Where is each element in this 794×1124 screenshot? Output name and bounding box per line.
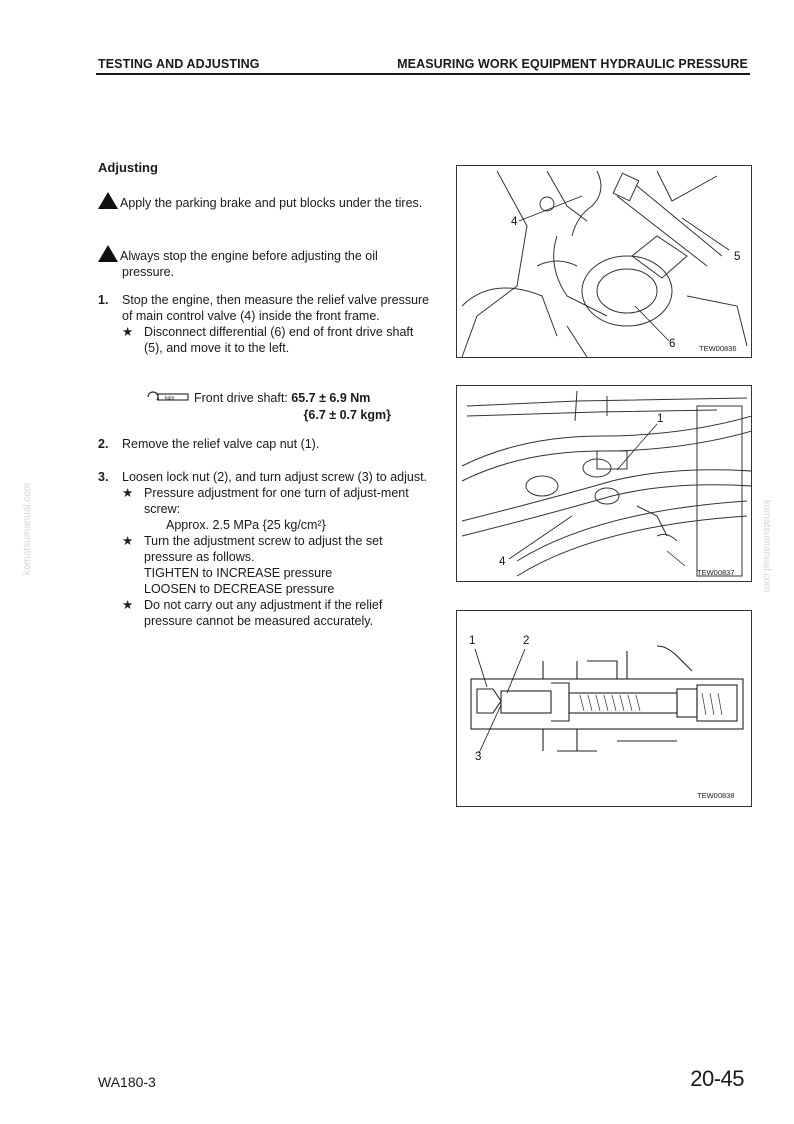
section-heading: Adjusting bbox=[98, 160, 158, 175]
callout-2: 2 bbox=[523, 635, 530, 647]
star-icon: ★ bbox=[122, 325, 134, 339]
warning-parking-brake: !Apply the parking brake and put blocks under the tires. bbox=[98, 192, 430, 211]
callout-6: 6 bbox=[669, 338, 676, 350]
step-number: 2. bbox=[98, 437, 109, 451]
svg-text:kgm: kgm bbox=[165, 395, 175, 402]
step-note: ★ Do not carry out any adjustment if the relief pressure cannot be measured accurately. bbox=[122, 598, 383, 628]
step-1 bbox=[98, 292, 430, 356]
warning-icon bbox=[98, 192, 118, 209]
figure-relief-valve-section bbox=[456, 610, 752, 807]
step-note: ★ Disconnect differential (6) end of front drive shaft (5), and move it to the left. bbox=[122, 325, 414, 355]
callout-4: 4 bbox=[499, 556, 506, 568]
callout-1: 1 bbox=[469, 635, 476, 647]
step-note: ★ Turn the adjustment screw to adjust the set pressure as follows. TIGHTEN to INCREASE pressure LOOSEN to DECREASE pressure bbox=[122, 534, 383, 596]
step-3 bbox=[98, 469, 430, 629]
warning-stop-engine: !Always stop the engine before adjusting the oil pressure. bbox=[98, 245, 430, 280]
callout-3: 3 bbox=[475, 751, 482, 763]
wrench-icon bbox=[146, 391, 190, 407]
step-note: ★ Pressure adjustment for one turn of adjust-ment screw: Approx. 2.5 MPa {25 kg/cm²} bbox=[122, 486, 409, 532]
step-text: Stop the engine, then measure the relief valve pressure of main control valve (4) inside the front frame. bbox=[122, 293, 430, 323]
header-section-title: TESTING AND ADJUSTING bbox=[98, 57, 260, 71]
figure-drawing bbox=[457, 166, 751, 357]
footer-model: WA180-3 bbox=[98, 1074, 156, 1090]
figure-drive-shaft bbox=[456, 165, 752, 358]
figure-code: TEW00837 bbox=[697, 568, 735, 577]
callout-5: 5 bbox=[734, 251, 741, 263]
header-rule bbox=[96, 73, 750, 75]
figure-drawing bbox=[457, 611, 751, 806]
star-icon: ★ bbox=[122, 534, 134, 548]
figure-control-valve bbox=[456, 385, 752, 582]
figure-drawing bbox=[457, 386, 751, 581]
callout-1: 1 bbox=[657, 413, 664, 425]
star-icon: ★ bbox=[122, 598, 134, 612]
watermark-left: komatsumanual.com bbox=[22, 482, 33, 575]
warning-icon bbox=[98, 245, 118, 262]
figure-code: TEW00836 bbox=[699, 344, 737, 353]
step-number: 1. bbox=[98, 293, 109, 307]
star-icon: ★ bbox=[122, 486, 134, 500]
step-2 bbox=[98, 436, 430, 452]
header-page-title: MEASURING WORK EQUIPMENT HYDRAULIC PRESSURE bbox=[397, 57, 748, 71]
watermark-right: komatsumanual.com bbox=[761, 500, 772, 593]
callout-4: 4 bbox=[511, 216, 518, 228]
figure-code: TEW00838 bbox=[697, 791, 735, 800]
step-number: 3. bbox=[98, 470, 109, 484]
step-text: Remove the relief valve cap nut (1). bbox=[122, 437, 320, 451]
torque-spec: kgm Front drive shaft: 65.7 ± 6.9 Nm {6.7 ± 0.7 kgm} bbox=[146, 390, 436, 423]
step-text: Loosen lock nut (2), and turn adjust screw (3) to adjust. bbox=[122, 470, 428, 484]
footer-page-number: 20-45 bbox=[690, 1066, 744, 1091]
